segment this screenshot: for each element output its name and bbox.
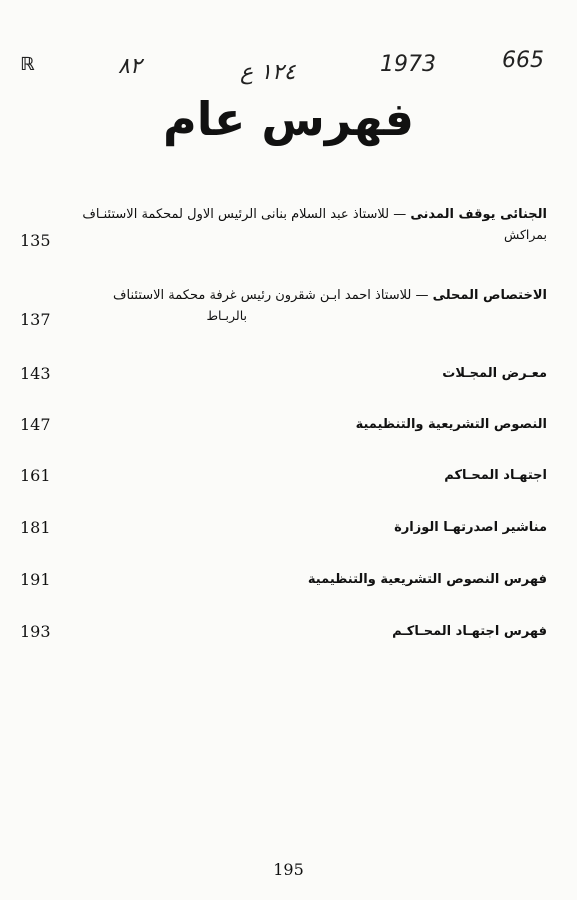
toc-entry-page: 147	[20, 415, 51, 434]
toc-entry-page: 143	[20, 364, 51, 383]
toc-entry-heading: مناشير اصدرتهـا الوزارة	[394, 520, 547, 535]
toc-entry	[20, 364, 547, 384]
toc-entry-page: 193	[20, 622, 51, 641]
handwritten-number-2: ١٢٤ ع	[240, 60, 296, 85]
toc-entry-page: 181	[20, 518, 51, 537]
toc-entry-heading: النصوص التشريعية والتنظيمية	[355, 417, 547, 432]
toc-entry-heading: معـرض المجـلات	[442, 366, 547, 381]
toc-entry-heading: الاختصاص المحلى	[432, 288, 547, 303]
toc-entry-text-line2: بالربـاط	[206, 308, 247, 323]
toc-entry-heading: فهرس النصوص التشريعية والتنظيمية	[307, 572, 547, 587]
toc-entry-heading: اجتهـاد المحـاكم	[444, 468, 547, 483]
toc-entry	[20, 205, 547, 250]
toc-entry	[20, 466, 547, 486]
handwritten-number-3: 665	[502, 48, 544, 73]
page-title: فهرس عام	[162, 92, 414, 146]
toc-entry-text: — للاستاذ عبد السلام بنانى الرئيس الاول لمحكمة الاستئنـاف	[82, 207, 407, 222]
handwritten-year: 1973	[380, 52, 436, 77]
toc-entry-page: 161	[20, 466, 51, 485]
toc-entry-text-line2: بمراكش	[504, 227, 547, 242]
footer-page-number: 195	[273, 860, 304, 879]
toc-entry	[20, 415, 547, 435]
toc-entry	[20, 286, 547, 329]
toc-entry	[20, 518, 547, 538]
toc-entry-page: 137	[20, 310, 51, 329]
toc-entry-page: 191	[20, 570, 51, 589]
handwritten-number-1: ٨٢	[118, 54, 142, 79]
toc-entry	[20, 622, 547, 642]
toc-entry-page: 135	[20, 231, 51, 250]
toc-entry	[20, 570, 547, 590]
toc-entry-text: — للاستاذ احمد ابـن شقرون رئيس غرفة محكمة الاستئناف	[113, 288, 429, 303]
handwritten-mark: ℝ	[20, 54, 35, 75]
toc-entry-heading: الجنائى يوقف المدنى	[410, 207, 547, 222]
toc-entry-heading: فهرس اجتهـاد المحـاكـم	[392, 624, 547, 639]
